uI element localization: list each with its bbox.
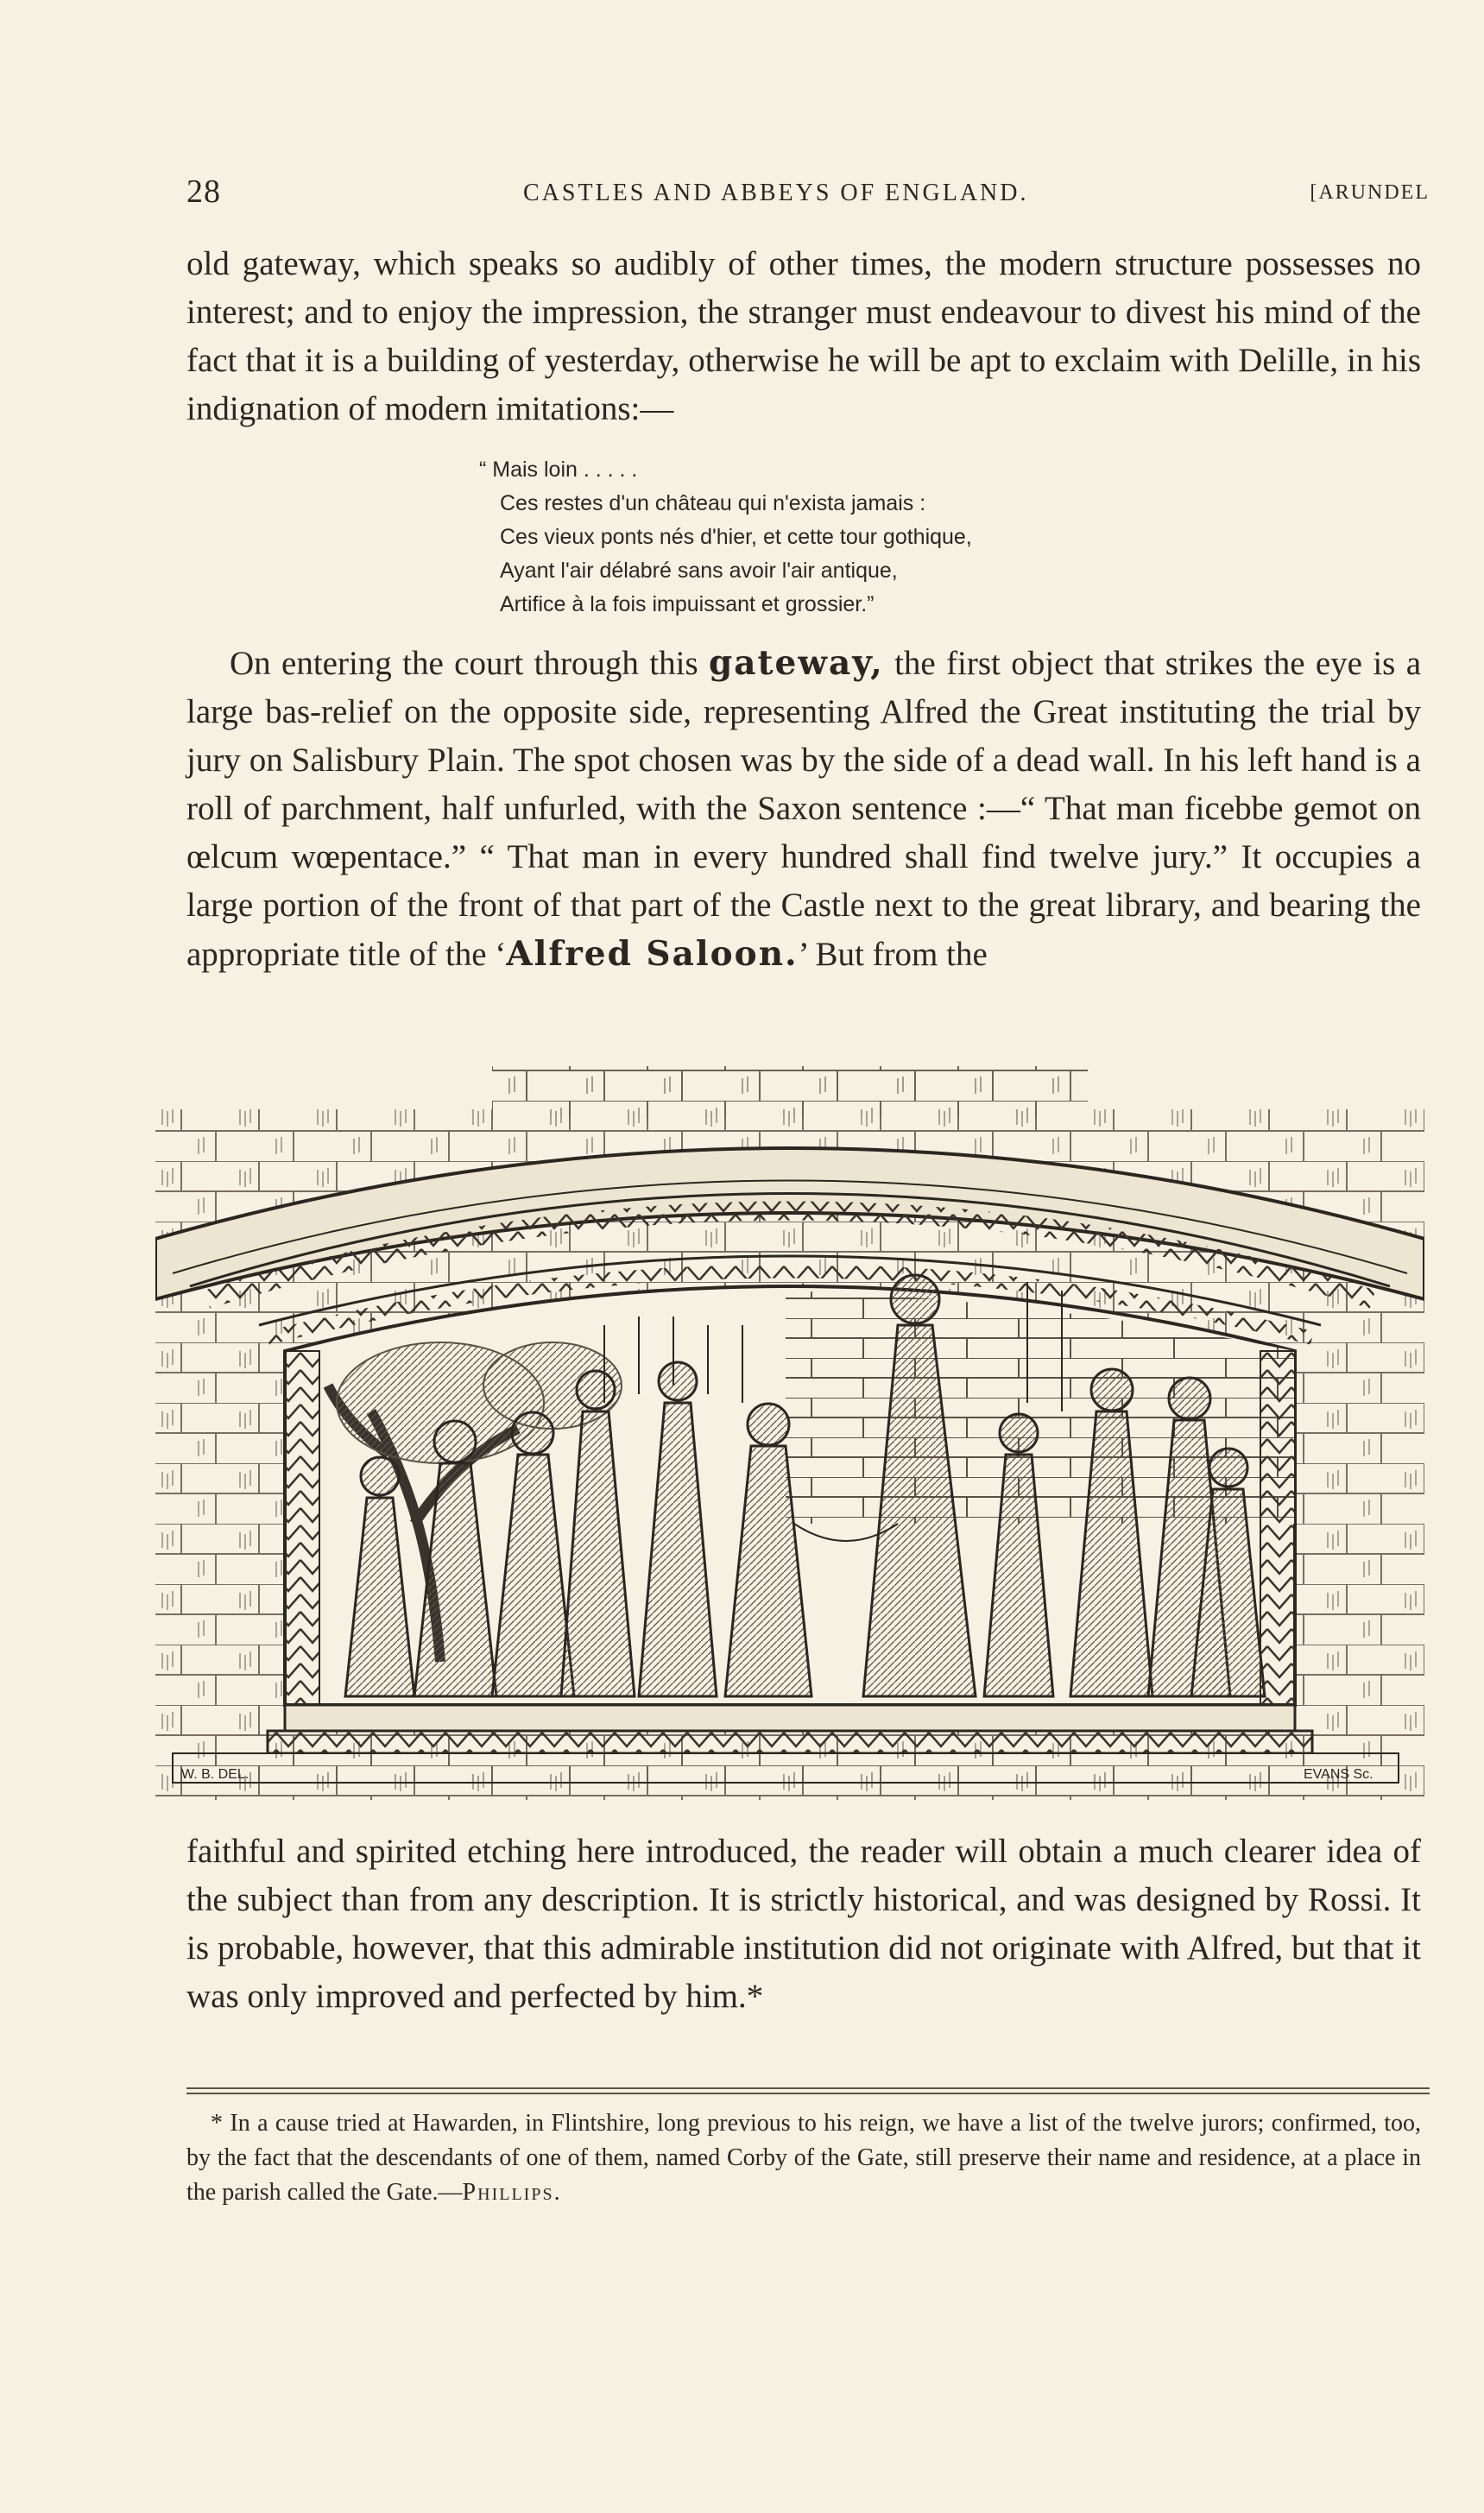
plinth [173, 1705, 1399, 1783]
paragraph-2 [186, 639, 1421, 979]
bas-relief-engraving [155, 1040, 1424, 1800]
quote-line: Ces restes d'un château qui n'exista jamais : [500, 491, 926, 515]
quote-line: Artifice à la fois impuissant et grossier.” [500, 592, 875, 616]
paragraph-3 [186, 1828, 1421, 2021]
footnote [186, 2106, 1421, 2210]
quote-line: “ Mais loin . . . . . [479, 458, 638, 482]
paragraph-2-text [186, 639, 1421, 979]
engraver-signature-right: EVANS Sc. [1304, 1767, 1373, 1782]
alfred-saloon-title: Alfred Saloon. [506, 934, 799, 974]
paragraph-2-part: ’ But from the [798, 936, 988, 973]
running-header [186, 173, 1430, 224]
paragraph-2-part: On entering the court through this [230, 645, 698, 682]
paragraph-2-part: the first object that strikes the eye is a large bas-relief on the opposite side, representing Alfred the Great instituting the trial by jury on Salisbury Plain. The spot chosen was by the side of a dead wall. In his left hand is a roll of parchment, half unfurled, with the Saxon sentence :—“ That man ficebbe gemot on œlcum wœpentace.” “ That man in every hundred shall find twelve jury.” It occupies a large portion of the front of that part of the Castle next to the great library, and bearing the appropriate title of the ‘ [186, 645, 1422, 973]
page-number: 28 [186, 174, 221, 210]
engraver-signature-left: W. B. DEL. [181, 1767, 249, 1782]
footnote-rule [186, 2087, 1430, 2089]
footnote-text [186, 2106, 1421, 2210]
gateway-word: gateway, [709, 643, 884, 683]
engraving-illustration [155, 1040, 1424, 1800]
section-label: [ARUNDEL [1310, 181, 1430, 204]
quote-line: Ayant l'air délabré sans avoir l'air antique, [500, 559, 898, 583]
quote-line: Ces vieux ponts nés d'hier, et cette tour gothique, [500, 525, 972, 549]
french-quotation [479, 453, 1170, 622]
paragraph-1 [186, 240, 1421, 433]
footnote-author: Phillips. [462, 2179, 562, 2206]
footnote-body: * In a cause tried at Hawarden, in Flintshire, long previous to his reign, we have a list of the twelve jurors; confirmed, too, by the fact that the descendants of one of them, named Corby of the Gate, still preserve their name and residence, at a place in the parish called the Gate.— [186, 2110, 1421, 2206]
running-title: CASTLES AND ABBEYS OF ENGLAND. [523, 180, 1029, 206]
paragraph-3-text: faithful and spirited etching here introduced, the reader will obtain a much clearer idea of the subject than from any description. It is strictly historical, and was designed by Rossi. It is probable, however, that this admirable institution did not originate with Alfred, but that it was only improved and perfected by him.* [186, 1833, 1421, 2015]
footnote-rule [186, 2093, 1430, 2094]
paragraph-1-text: old gateway, which speaks so audibly of other times, the modern structure possesses no interest; and to enjoy the impression, the stranger must endeavour to divest his mind of the fact that it is a building of yesterday, otherwise he will be apt to exclaim with Delille, in his indignation of modern imitations:— [186, 245, 1421, 427]
